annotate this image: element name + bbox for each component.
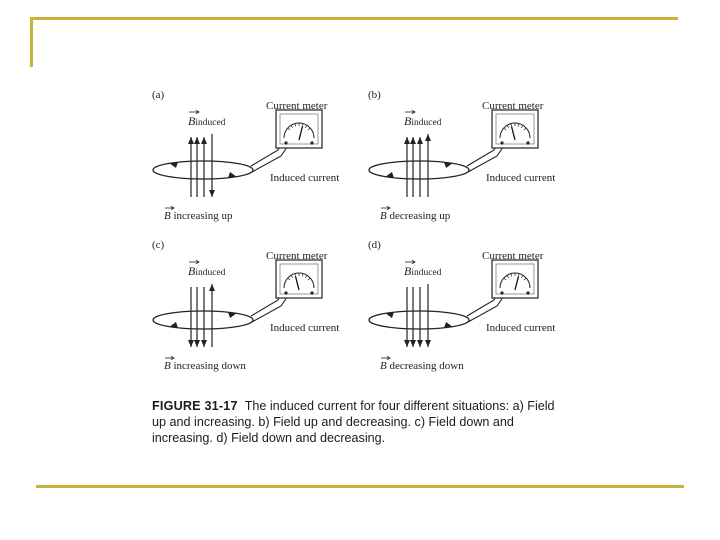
frame-left-line xyxy=(30,17,33,67)
external-field-arrow xyxy=(404,137,410,197)
external-field-arrow xyxy=(404,287,410,347)
external-field-arrow xyxy=(194,137,200,197)
b-induced-label xyxy=(188,115,225,129)
induced-field-arrow xyxy=(209,134,215,197)
current-meter xyxy=(492,110,538,148)
panel-letter: (d) xyxy=(368,239,381,251)
external-field-label xyxy=(164,361,246,372)
frame-top-line xyxy=(30,17,678,20)
panel-b xyxy=(364,82,580,232)
external-field-arrow xyxy=(410,287,416,347)
external-field-arrow xyxy=(201,137,207,197)
current-direction-arrows xyxy=(385,162,453,178)
b-field-text: decreasing down xyxy=(389,360,464,372)
external-field-arrows xyxy=(404,287,423,347)
external-field-label xyxy=(380,361,464,372)
current-meter xyxy=(276,110,322,148)
loop-front xyxy=(369,320,469,329)
loop-front xyxy=(369,170,469,179)
induced-current-label: Induced current xyxy=(486,322,556,334)
induced-current-label: Induced current xyxy=(486,172,556,184)
panel-letter: (a) xyxy=(152,89,165,101)
panel-letter: (c) xyxy=(152,239,165,251)
current-direction-arrows xyxy=(169,312,237,328)
panel-c xyxy=(148,232,364,382)
frame-bottom-line xyxy=(36,485,684,488)
b-induced-symbol: B xyxy=(404,264,412,278)
b-induced-label xyxy=(404,115,441,129)
b-field-symbol: B xyxy=(380,360,387,372)
b-induced-subscript: induced xyxy=(195,118,226,128)
current-meter-label: Current meter xyxy=(482,100,544,112)
b-induced-symbol: B xyxy=(188,114,196,128)
panel-d xyxy=(364,232,580,382)
caption-figure-number: FIGURE 31-17 xyxy=(152,399,238,413)
b-field-symbol: B xyxy=(164,360,171,372)
loop-back xyxy=(153,311,253,320)
b-field-symbol: B xyxy=(380,210,387,222)
external-field-arrows xyxy=(404,137,423,197)
loop-back xyxy=(369,311,469,320)
current-meter-label: Current meter xyxy=(482,250,544,262)
induction-figure xyxy=(148,82,580,382)
loop-back xyxy=(153,161,253,170)
current-meter-label: Current meter xyxy=(266,250,328,262)
b-induced-subscript: induced xyxy=(195,268,226,278)
b-induced-subscript: induced xyxy=(411,118,442,128)
loop-front xyxy=(153,320,253,329)
b-induced-symbol: B xyxy=(188,264,196,278)
b-field-text: increasing down xyxy=(173,360,246,372)
induced-current-label: Induced current xyxy=(270,322,340,334)
b-field-text: decreasing up xyxy=(389,210,451,222)
current-meter xyxy=(492,260,538,298)
external-field-arrow xyxy=(201,287,207,347)
external-field-arrows xyxy=(188,137,207,197)
current-direction-arrows xyxy=(169,162,237,178)
external-field-label xyxy=(380,211,450,222)
external-field-arrow xyxy=(410,137,416,197)
b-field-symbol: B xyxy=(164,210,171,222)
current-direction-arrows xyxy=(385,312,453,328)
external-field-arrow xyxy=(417,137,423,197)
external-field-arrow xyxy=(194,287,200,347)
b-induced-label xyxy=(404,265,441,279)
panel-a xyxy=(148,82,364,232)
induced-current-label: Induced current xyxy=(270,172,340,184)
b-field-text: increasing up xyxy=(173,210,233,222)
external-field-arrow xyxy=(188,137,194,197)
external-field-label xyxy=(164,211,232,222)
panel-letter: (b) xyxy=(368,89,381,101)
loop-back xyxy=(369,161,469,170)
external-field-arrow xyxy=(417,287,423,347)
figure-caption xyxy=(152,398,562,446)
current-meter xyxy=(276,260,322,298)
external-field-arrows xyxy=(188,287,207,347)
induced-field-arrow xyxy=(209,284,215,347)
induced-field-arrow xyxy=(425,134,431,197)
b-induced-label xyxy=(188,265,225,279)
loop-front xyxy=(153,170,253,179)
b-induced-subscript: induced xyxy=(411,268,442,278)
induced-field-arrow xyxy=(425,284,431,347)
b-induced-symbol: B xyxy=(404,114,412,128)
external-field-arrow xyxy=(188,287,194,347)
current-meter-label: Current meter xyxy=(266,100,328,112)
caption-text: The induced current for four different situations: a) Field up and increasing. b) Field up and decreasing. c) Field down and increasing. d) Field down and decreasing. xyxy=(152,399,555,445)
